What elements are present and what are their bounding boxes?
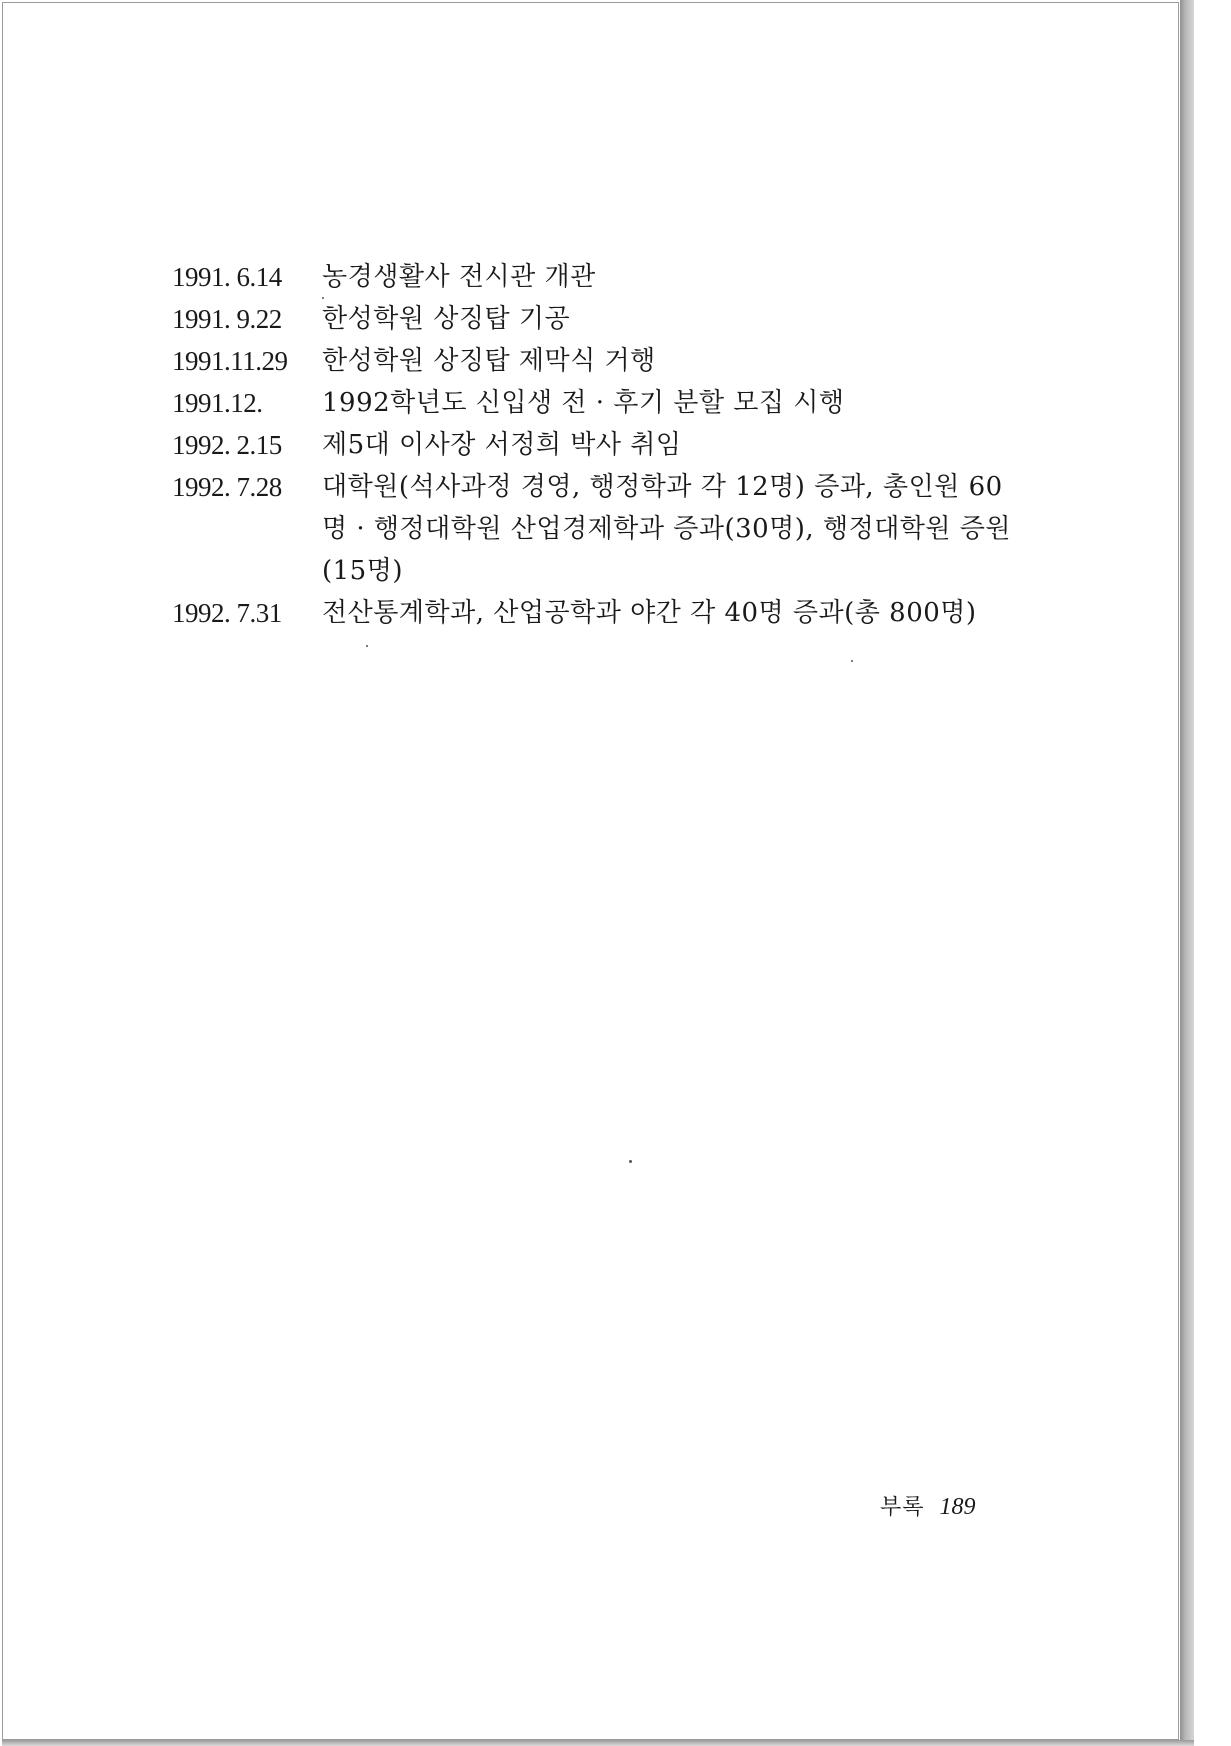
timeline-entry bbox=[172, 382, 1012, 424]
timeline-entry bbox=[172, 466, 1012, 592]
entry-date: 1991.11.29 bbox=[172, 346, 288, 376]
timeline-entry bbox=[172, 256, 1012, 298]
entry-date: 1991. 6.14 bbox=[172, 262, 282, 292]
scan-speck bbox=[851, 660, 853, 662]
page-number: 189 bbox=[939, 1494, 976, 1520]
entry-date: 1991.12. bbox=[172, 388, 263, 418]
page-footer bbox=[880, 1490, 976, 1521]
entry-text: 대학원(석사과정 경영, 행정학과 각 12명) 증과, 총인원 60명 · 행정대학원 산업경제학과 증과(30명), 행정대학원 증원(15명) bbox=[322, 472, 1012, 586]
entry-text: 1992학년도 신입생 전 · 후기 분할 모집 시행 bbox=[322, 388, 845, 418]
footer-section-label: 부록 bbox=[880, 1495, 925, 1520]
entry-text: 한성학원 상징탑 제막식 거행 bbox=[322, 346, 656, 376]
page-bottom-shadow bbox=[2, 1740, 1194, 1746]
entry-text: 전산통계학과, 산업공학과 야간 각 40명 증과(총 800명) bbox=[322, 598, 977, 628]
scan-speck bbox=[322, 297, 324, 299]
entry-text: 제5대 이사장 서정희 박사 취임 bbox=[322, 430, 682, 460]
timeline-entry bbox=[172, 424, 1012, 466]
viewer-background bbox=[1194, 0, 1231, 1746]
timeline-entry bbox=[172, 592, 1012, 634]
scan-speck bbox=[366, 645, 368, 647]
timeline-list bbox=[172, 256, 1012, 634]
timeline-entry bbox=[172, 340, 1012, 382]
entry-date: 1992. 7.31 bbox=[172, 598, 282, 628]
entry-text: 한성학원 상징탑 기공 bbox=[322, 304, 571, 334]
entry-date: 1992. 2.15 bbox=[172, 430, 282, 460]
entry-text: 농경생활사 전시관 개관 bbox=[322, 262, 596, 292]
entry-date: 1992. 7.28 bbox=[172, 472, 282, 502]
page-edge-shadow bbox=[1180, 0, 1194, 1746]
entry-date: 1991. 9.22 bbox=[172, 304, 282, 334]
timeline-entry bbox=[172, 298, 1012, 340]
scan-speck bbox=[629, 1160, 632, 1163]
